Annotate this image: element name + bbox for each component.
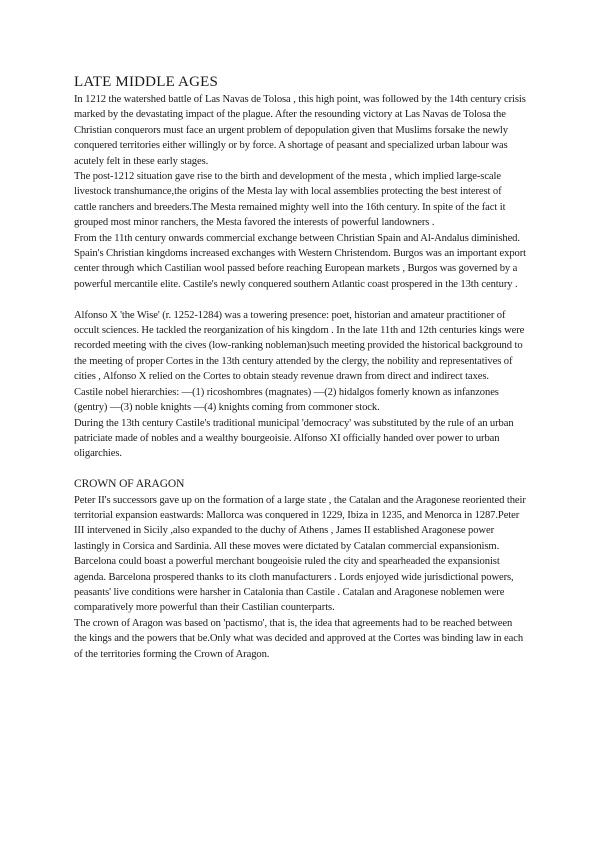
paragraph-pactismo: The crown of Aragon was based on 'pactismo', that is, the idea that agreements had to be reached between the kings and the powers that be.Only what was decided and approved at the Cortes was binding law in each of the territories forming the Crown of Aragon.: [74, 617, 524, 660]
paragraph-aragon-expansion: Peter II's successors gave up on the formation of a large state , the Catalan and the Aragonese reoriented their territorial expansion eastwards: Mallorca was conquered in 1229, Ibiza in 1235, and Menorca in 1287.Peter III intervened in Sicily ,also expanded to the duchy of Athens , James II established Aragonese power lastingly in Corsica and Sardinia. All these moves were dictated by Catalan commercial expansionism. Barcelona could boast a powerful merchant bougeoisie ruled the city and spearheaded the expansionist agenda. Barcelona prospered thanks to its cloth manufacturers . Lords enjoyed wide jurisdictional powers, peasants' live conditions were harsher in Catalonia than Castile . Catalan and Aragonese noblemen were comparatively more powerful than their Castilian counterparts.: [74, 494, 526, 614]
paragraph-commercial-exchange: From the 11th century onwards commercial exchange between Christian Spain and Al-Andalus diminished. Spain's Christian kingdoms increased exchanges with Western Christendom. Burgos was an important export center through which Castilian wool passed before reaching European markets , Burgos was governed by a powerful mercantile elite. Castile's newly conquered southern Atlantic coast prospered in the 13th century .: [74, 232, 527, 290]
paragraph-battle-las-navas: In 1212 the watershed battle of Las Navas de Tolosa , this high point, was followed by the 14th century crisis marked by the devastating impact of the plague. After the resounding victory at Las Navas de Tolosa the Christian conquerors must face an urgent problem of depopulation given that Muslims forsake the newly conquered territories either willingly or by force. A shortage of peasant and specialized urban labour was acutely felt in these early stages.: [74, 94, 526, 167]
section-title-late-middle-ages: LATE MIDDLE AGES: [74, 74, 219, 90]
document-page: [74, 72, 526, 662]
paragraph-nobel-hierarchies: Castile nobel hierarchies: —(1) ricoshombres (magnates) —(2) hidalgos fomerly known as infanzones (gentry) —(3) noble knights —(4) knights coming from commoner stock.: [74, 386, 499, 414]
paragraph-alfonso-x: Alfonso X 'the Wise' (r. 1252-1284) was a towering presence: poet, historian and amateur practitioner of occult sciences. He tackled the reorganization of his kingdom . In the late 11th and 12th centuries kings were recorded meeting with the cives (low-ranking nobleman)such meeting provided the historical background to the meeting of proper Cortes in the 13th century attended by the clergy, the nobility and representatives of cities , Alfonso X relied on the Cortes to obtain steady revenue drawn from direct and indirect taxes.: [74, 309, 525, 383]
paragraph-mesta: The post-1212 situation gave rise to the birth and development of the mesta , which implied large-scale livestock transhumance,the origins of the Mesta lay with local assemblies protecting the best interest of cattle ranchers and breeders.The Mesta remained mighty well into the 16th century. In spite of the fact it grouped most minor ranchers, the Mesta favored the interests of powerful landowners .: [74, 171, 506, 229]
section-gap: [74, 462, 526, 477]
section-title-crown-of-aragon: CROWN OF ARAGON: [74, 478, 185, 491]
paragraph-municipal-democracy: During the 13th century Castile's traditional municipal 'democracy' was substituted by the rule of an urban patriciate made of nobles and a wealthy bourgeoisie. Alfonso XI officially handed over power to urban oligarchies.: [74, 417, 514, 460]
paragraph-gap: [74, 292, 526, 307]
